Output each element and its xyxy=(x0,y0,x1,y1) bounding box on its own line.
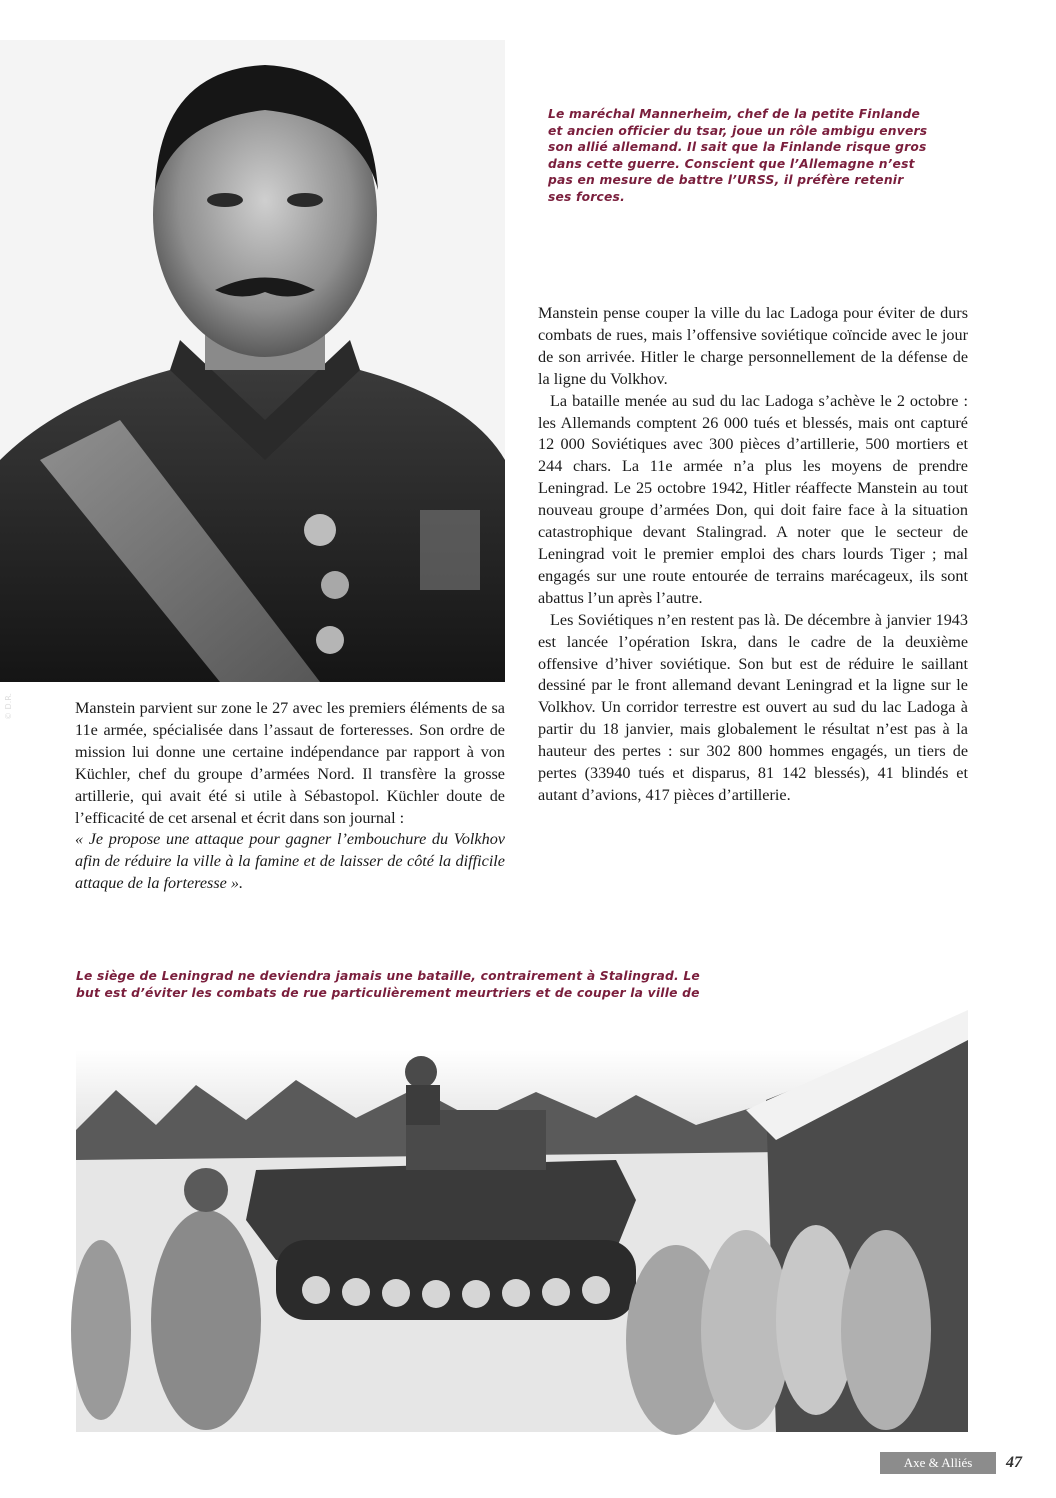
portrait-illustration xyxy=(0,40,505,682)
portrait-caption: Le maréchal Mannerheim, chef de la petite Finlande et ancien officier du tsar, joue un rôle ambigu envers son allié allemand. Il sait que la Finlande risque gros dans cette guerre. Conscient que l’Allemagne n’est pas en mesure de battre l’URSS, il préfère retenir ses forces. xyxy=(548,107,928,204)
right-column xyxy=(538,303,968,807)
left-column xyxy=(75,698,505,895)
winter-tank-photo xyxy=(76,1000,968,1432)
winter-photo-caption: Le siège de Leningrad ne deviendra jamais une bataille, contrairement à Stalingrad. Le but est d’éviter les combats de rue particulièrement meurtriers et de couper la ville de xyxy=(76,969,700,1000)
portrait-photo xyxy=(0,40,505,720)
left-paragraph-1: Manstein parvient sur zone le 27 avec les premiers éléments de sa 11e armée, spécialisée dans l’assaut de forteresses. Son ordre de mission lui donne une certaine indépendance par rapport à von Küchler, chef du groupe d’armées Nord. Il transfère la grosse artillerie, qui avait été si utile à Sébastopol. Küchler doute de l’efficacité de cet arsenal et écrit dans son journal : xyxy=(75,699,505,827)
right-paragraph-1: Manstein pense couper la ville du lac Ladoga pour éviter de durs combats de rues, mais l’offensive soviétique coïncide avec le jour de son arrivée. Hitler le charge personnellement de la défense de la ligne du Volkhov. xyxy=(538,304,968,388)
winter-scene-illustration xyxy=(76,1000,968,1432)
page-number: 47 xyxy=(1006,1454,1022,1471)
magazine-name-badge: Axe & Alliés xyxy=(880,1452,996,1474)
journal-quote: « Je propose une attaque pour gagner l’embouchure du Volkhov afin de réduire la ville à la famine et de laisser de côté la difficile attaque de la forteresse ». xyxy=(75,830,505,893)
right-paragraph-3: Les Soviétiques n’en restent pas là. De décembre à janvier 1943 est lancée l’opération Iskra, dans le cadre de la deuxième offensive d’hiver soviétique. Son but est de réduire le saillant dessiné par le front allemand devant Leningrad et la ligne sur le Volkhov. Un corridor terrestre est ouvert au sud du lac Ladoga à partir du 18 janvier, mais globalement le résultat n’est pas à la hauteur des pertes : sur 302 800 hommes engagés, un tiers de pertes (33940 tués et disparus, 81 142 blessés), 41 blindés et autant d’avions, 417 pièces d’artillerie. xyxy=(538,610,968,804)
photo-credit: © D.R. xyxy=(4,692,13,720)
right-paragraph-2: La bataille menée au sud du lac Ladoga s’achève le 2 octobre : les Allemands comptent 26 000 tués et blessés, mais ont capturé 12 000 Soviétiques avec 300 pièces d’artillerie, 500 mortiers et 244 chars. La 11e armée n’a plus les moyens de prendre Leningrad. Le 25 octobre 1942, Hitler réaffecte Manstein au tout nouveau groupe d’armées Don, qui doit faire face à la situation catastrophique devant Stalingrad. A noter que le secteur de Leningrad voit le premier emploi des chars lourds Tiger ; mal engagés sur une route entourée de terrains marécageux, ils sont abattus l’un après l’autre. xyxy=(538,391,968,607)
